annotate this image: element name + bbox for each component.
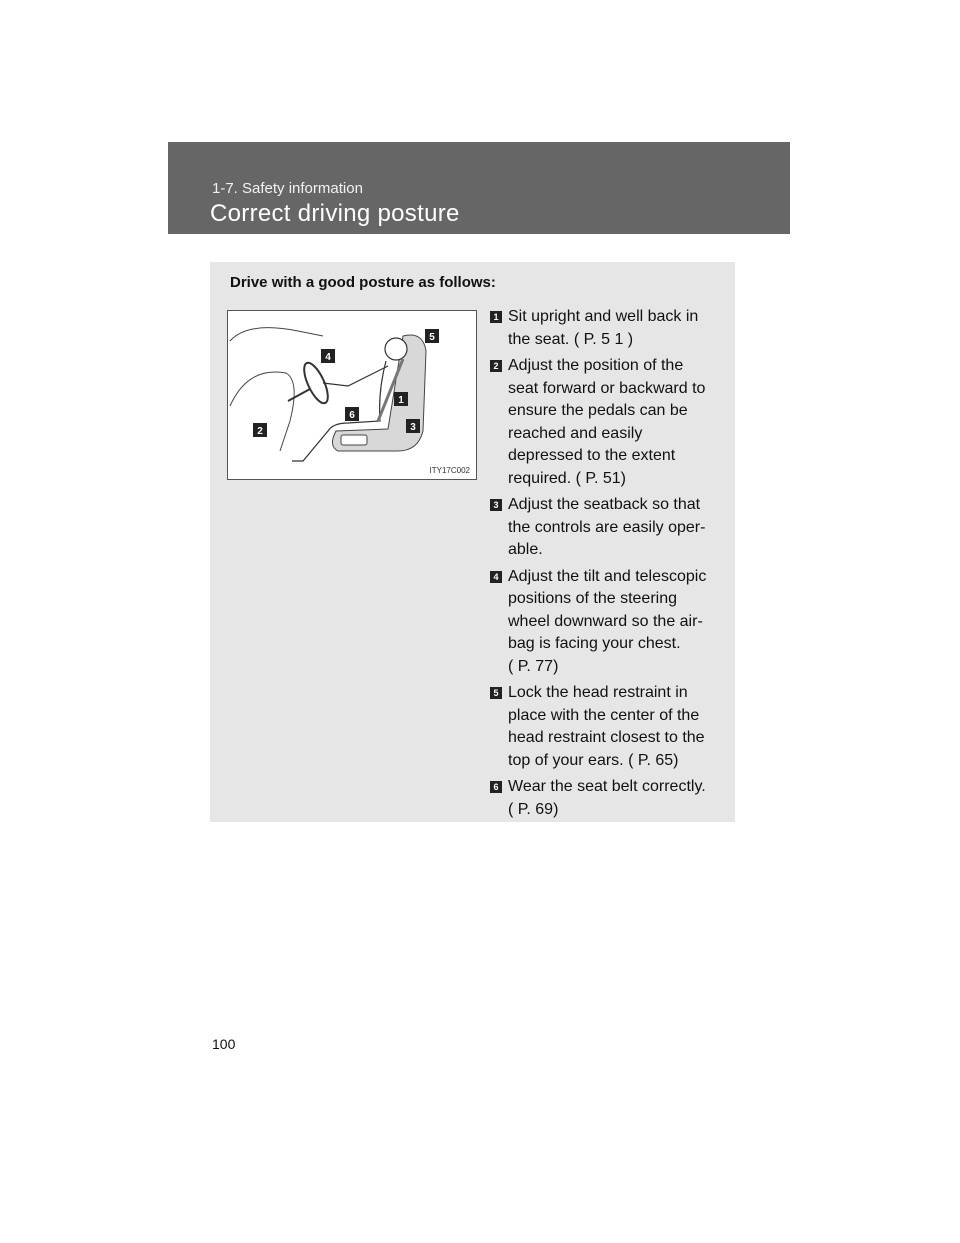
seat-switch: [341, 435, 367, 445]
callout-1: [394, 392, 408, 406]
svg-text:3: 3: [410, 422, 416, 433]
svg-text:5: 5: [429, 332, 435, 343]
page-title: Correct driving posture: [210, 200, 460, 227]
svg-text:6: 6: [349, 410, 355, 421]
seat: [332, 335, 426, 451]
callout-4: [321, 349, 335, 363]
step-item: [490, 355, 730, 490]
step-number-badge: 3: [490, 499, 502, 511]
callout-3: [406, 419, 420, 433]
step-item: [490, 776, 730, 821]
step-number-badge: 5: [490, 687, 502, 699]
driving-posture-illustration: [227, 310, 477, 480]
callout-6: [345, 407, 359, 421]
page-number: 100: [212, 1036, 236, 1052]
panel-intro: Drive with a good posture as follows:: [230, 274, 496, 291]
step-text: Adjust the tilt and telescopic positions of the steering wheel downward so the air- bag is facing your chest. ( P. 77): [508, 567, 707, 675]
svg-text:1: 1: [398, 395, 404, 406]
steering-column: [288, 389, 310, 401]
svg-text:4: 4: [325, 352, 331, 363]
windshield-line: [230, 328, 323, 341]
step-text: Adjust the seatback so that the controls are easily oper- able.: [508, 496, 706, 558]
svg-text:2: 2: [257, 426, 263, 437]
driver-arm: [323, 366, 388, 386]
dashboard-outline: [230, 372, 294, 451]
step-text: Sit upright and well back in the seat. ( P. 5 1 ): [508, 308, 699, 348]
section-label: 1-7. Safety information: [212, 180, 363, 197]
step-item: [490, 494, 730, 562]
step-item: [490, 566, 730, 679]
step-text: Lock the head restraint in place with the center of the head restraint closest to the top of your ears. ( P. 65): [508, 684, 705, 769]
posture-panel: [210, 262, 735, 822]
callout-5: [425, 329, 439, 343]
posture-drawing: [228, 311, 476, 479]
step-text: Adjust the position of the seat forward or backward to ensure the pedals can be reached and easily depressed to the extent required. ( P. 51): [508, 357, 706, 487]
callout-2: [253, 423, 267, 437]
step-number-badge: 2: [490, 360, 502, 372]
step-text: Wear the seat belt correctly. ( P. 69): [508, 778, 706, 818]
step-item: [490, 306, 730, 351]
step-item: [490, 682, 730, 772]
driver-head: [385, 338, 407, 360]
posture-steps: [490, 306, 730, 825]
step-number-badge: 4: [490, 571, 502, 583]
figure-code: ITY17C002: [429, 466, 470, 475]
step-number-badge: 6: [490, 781, 502, 793]
step-number-badge: 1: [490, 311, 502, 323]
chapter-header: [168, 142, 790, 234]
